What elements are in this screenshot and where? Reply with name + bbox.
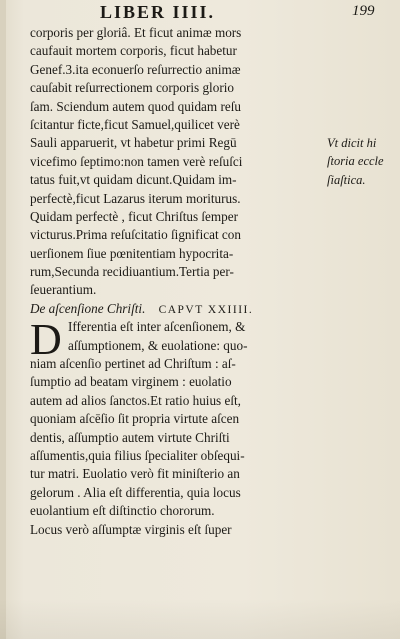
text-line: aſſumentis,quia filius ſpecialiter obſequi-: [30, 447, 245, 463]
drop-capital: D: [30, 315, 62, 365]
text-line: Ifferentia eſt inter aſcenſionem, &: [68, 319, 246, 335]
text-line: aſſumptionem, & euolatione: quo-: [68, 337, 248, 353]
body-text: [30, 24, 330, 539]
marginal-note-line: ſiaſtica.: [327, 172, 366, 187]
page-header: [0, 2, 400, 24]
page-gutter: [0, 0, 6, 639]
page-number: 199: [352, 3, 375, 19]
marginal-note-line: ſtoria eccle: [327, 154, 384, 169]
page-shadow: [0, 599, 400, 639]
text-line: ſeuerantium.: [30, 282, 97, 298]
text-line: dentis, aſſumptio autem virtute Chriſti: [30, 429, 230, 445]
text-line: tur matri. Euolatio verò fit miniſterio an: [30, 466, 240, 482]
text-line: perfectè,ficut Lazarus iterum moriturus.: [30, 190, 241, 206]
text-line: caufauit mortem corporis, ficut habetur: [30, 43, 237, 59]
text-line: Genef.3.ita econuerſo reſurrectio animæ: [30, 61, 241, 77]
text-line: ſcitantur ficte,ficut Samuel,quilicet verè: [30, 116, 240, 132]
chapter-label: CAPVT XXIIII.: [158, 303, 254, 316]
text-line: ſam. Sciendum autem quod quidam reſu: [30, 98, 241, 114]
marginal-note-line: Vt dicit hi: [327, 136, 377, 150]
chapter-heading: [30, 300, 330, 318]
text-line: uerſionem ſiue pœnitentiam hypocrita-: [30, 245, 234, 261]
text-line: Locus verò aſſumptæ virginis eſt ſuper: [30, 521, 232, 537]
chapter-body: [30, 315, 330, 539]
text-line: tatus fuit,vt quidam dicunt.Quidam im-: [30, 172, 237, 188]
chapter-title: De aſcenſione Chriſti.: [30, 300, 146, 316]
text-line: niam aſcenſio pertinet ad Chriſtum : aſ-: [30, 356, 236, 372]
text-line: vicefimo ſeptimo:non tamen verè reſuſci: [30, 153, 243, 169]
text-line: autem ad alios ſanctos.Et ratio huius eſt,: [30, 392, 241, 408]
text-line: cauſabit reſurrectionem corporis glorio: [30, 80, 234, 96]
text-line: Sauli apparuerit, vt habetur primi Regū: [30, 135, 237, 151]
text-line: Quidam perfectè , ficut Chriſtus ſemper: [30, 208, 238, 224]
text-line: victurus.Prima reſuſcitatio ſignificat con: [30, 227, 241, 243]
marginal-note: [327, 134, 400, 189]
text-line: gelorum . Alia eſt differentia, quia locus: [30, 484, 241, 500]
text-line: rum,Secunda recidiuantium.Tertia per-: [30, 264, 234, 280]
text-line: quoniam aſcēſio ſit propria virtute aſcen: [30, 411, 240, 427]
text-line: corporis per gloriâ. Et ficut animæ mors: [30, 25, 242, 40]
text-line: euolantium eſt diſtinctio chororum.: [30, 503, 215, 519]
running-head: LIBER IIII.: [100, 2, 216, 22]
text-line: ſumptio ad beatam virginem : euolatio: [30, 374, 232, 390]
